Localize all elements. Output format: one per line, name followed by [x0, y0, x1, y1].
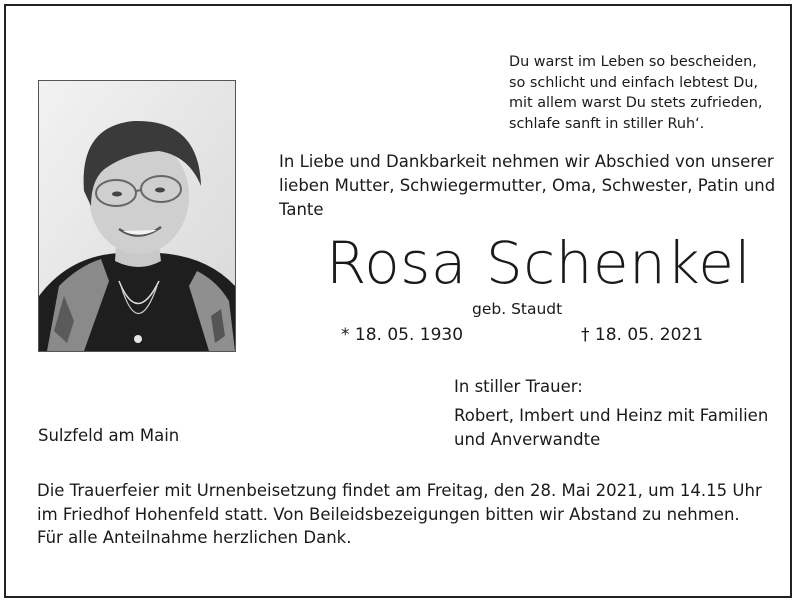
- portrait-illustration: [39, 81, 235, 351]
- intro-line: In Liebe und Dankbarkeit nehmen wir Abschied von unserer: [279, 152, 774, 171]
- mourners-heading: In stiller Trauer:: [454, 377, 583, 396]
- place: Sulzfeld am Main: [38, 426, 180, 445]
- poem-line: so schlicht und einfach lebtest Du,: [509, 74, 759, 91]
- mourners-line: und Anverwandte: [454, 430, 601, 449]
- funeral-line: Die Trauerfeier mit Urnenbeisetzung findet am Freitag, den 28. Mai 2021, um 14.15 Uhr: [37, 481, 762, 500]
- deceased-name: Rosa Schenkel: [326, 229, 752, 297]
- poem-line: schlafe sanft in stiller Ruh‘.: [509, 115, 705, 132]
- poem-line: mit allem warst Du stets zufrieden,: [509, 95, 763, 111]
- intro-text: [279, 150, 779, 222]
- mourners-line: Robert, Imbert und Heinz mit Familien: [454, 406, 769, 425]
- funeral-line: im Friedhof Hohenfeld statt. Von Beileidsbezeigungen bitten wir Abstand zu nehmen.: [37, 505, 740, 524]
- intro-line: Tante: [279, 200, 324, 219]
- portrait-photo: [38, 80, 236, 352]
- intro-line: lieben Mutter, Schwiegermutter, Oma, Schwester, Patin und: [279, 176, 776, 195]
- thanks-text: Für alle Anteilnahme herzlichen Dank.: [37, 528, 352, 547]
- birth-date: * 18. 05. 1930: [341, 325, 464, 345]
- poem-line: Du warst im Leben so bescheiden,: [509, 54, 757, 70]
- funeral-info: [37, 479, 762, 527]
- death-date: † 18. 05. 2021: [581, 325, 704, 345]
- mourners-list: [454, 404, 768, 452]
- poem: [509, 52, 762, 134]
- maiden-name: geb. Staudt: [472, 300, 563, 318]
